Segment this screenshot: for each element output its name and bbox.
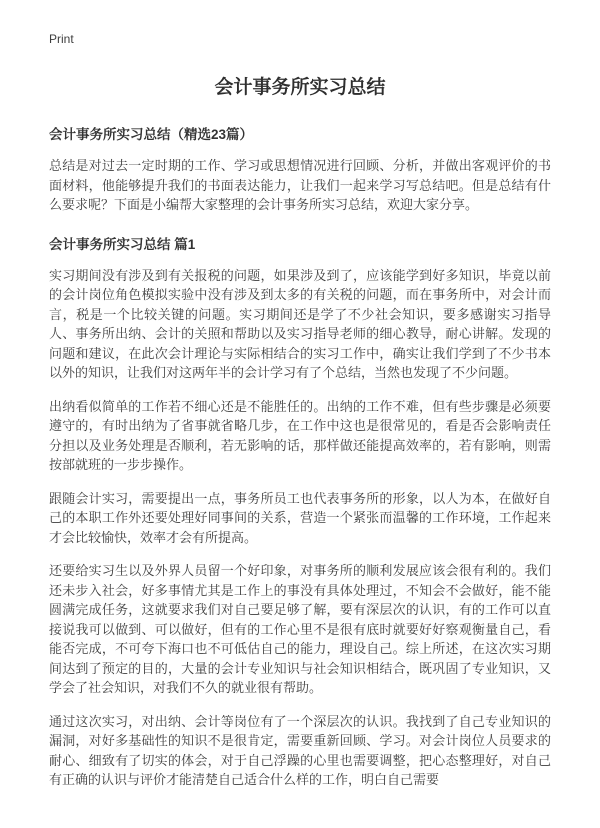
page-title: 会计事务所实习总结 <box>214 77 386 98</box>
body-paragraph: 出纳看似简单的工作若不细心还是不能胜任的。出纳的工作不难，但有些步骤是必须要遵守的，有时出纳为了省事就省略几步，在工作中这也是很常见的，看是否会影响责任分担以及业务处理是否顺利，若无影响的话，那样做还能提高效率的，若有影响，则需按部就班的一步步操作。 <box>49 398 551 472</box>
intro-paragraph: 总结是对过去一定时期的工作、学习或思想情况进行回顾、分析，并做出客观评价的书面材料，他能够提升我们的书面表达能力，让我们一起来学习写总结吧。但是总结有什么要求呢？下面是小编帮大家整理的会计事务所实习总结，欢迎大家分享。 <box>49 158 551 212</box>
doc-subtitle: 会计事务所实习总结（精选23篇） <box>49 127 254 142</box>
section-heading: 会计事务所实习总结 篇1 <box>49 236 196 252</box>
body-paragraph: 实习期间没有涉及到有关报税的问题，如果涉及到了，应该能学到好多知识，毕竟以前的会计岗位角色模拟实验中没有涉及到太多的有关税的问题，而在事务所中，对会计而言，税是一个比较关键的问题。实习期间还是学了不少社会知识，要多感谢实习指导人、事务所出纳、会计的关照和帮助以及实习指导老师的细心教导，耐心讲解。发现的问题和建议，在此次会计理论与实际相结合的实习工作中，确实让我们学到了不少书本以外的知识，让我们对这两年半的会计学习有了个总结，当然也发现了不少问题。 <box>49 267 551 380</box>
body-paragraph: 通过这次实习，对出纳、会计等岗位有了一个深层次的认识。我找到了自己专业知识的漏洞，对好多基础性的知识不是很肯定，需要重新回顾、学习。对会计岗位人员要求的耐心、细致有了切实的体会，对于自己浮躁的心里也需要调整，把心态整理好，对自己有正确的认识与评价才能清楚自己适合什么样的工作，明白自己需要 <box>49 713 551 787</box>
print-link[interactable]: Print <box>49 32 74 46</box>
body-paragraph: 还要给实习生以及外界人员留一个好印象，对事务所的顺利发展应该会很有利的。我们还未步入社会，好多事情尤其是工作上的事没有具体处理过，不知会不会做好，能不能圆满完成任务，这就要求我们对自己要足够了解，要有深层次的认识，有的工作可以直接说我可以做到、可以做好，但有的工作心里不是很有底时就要好好察观衡量自己，看能否完成，不可夸下海口也不可低估自己的能力，理设自己。综上所述，在这次实习期间达到了预定的目的，大量的会计专业知识与社会知识相结合，既巩固了专业知识，又学会了社会知识，对我们不久的就业很有帮助。 <box>49 563 551 695</box>
body-paragraph: 跟随会计实习，需要提出一点，事务所员工也代表事务所的形象，以人为本，在做好自己的本职工作外还要处理好同事间的关系，营造一个紧张而温馨的工作环境，工作起来才会比较愉快，效率才会有所提高。 <box>49 490 551 545</box>
